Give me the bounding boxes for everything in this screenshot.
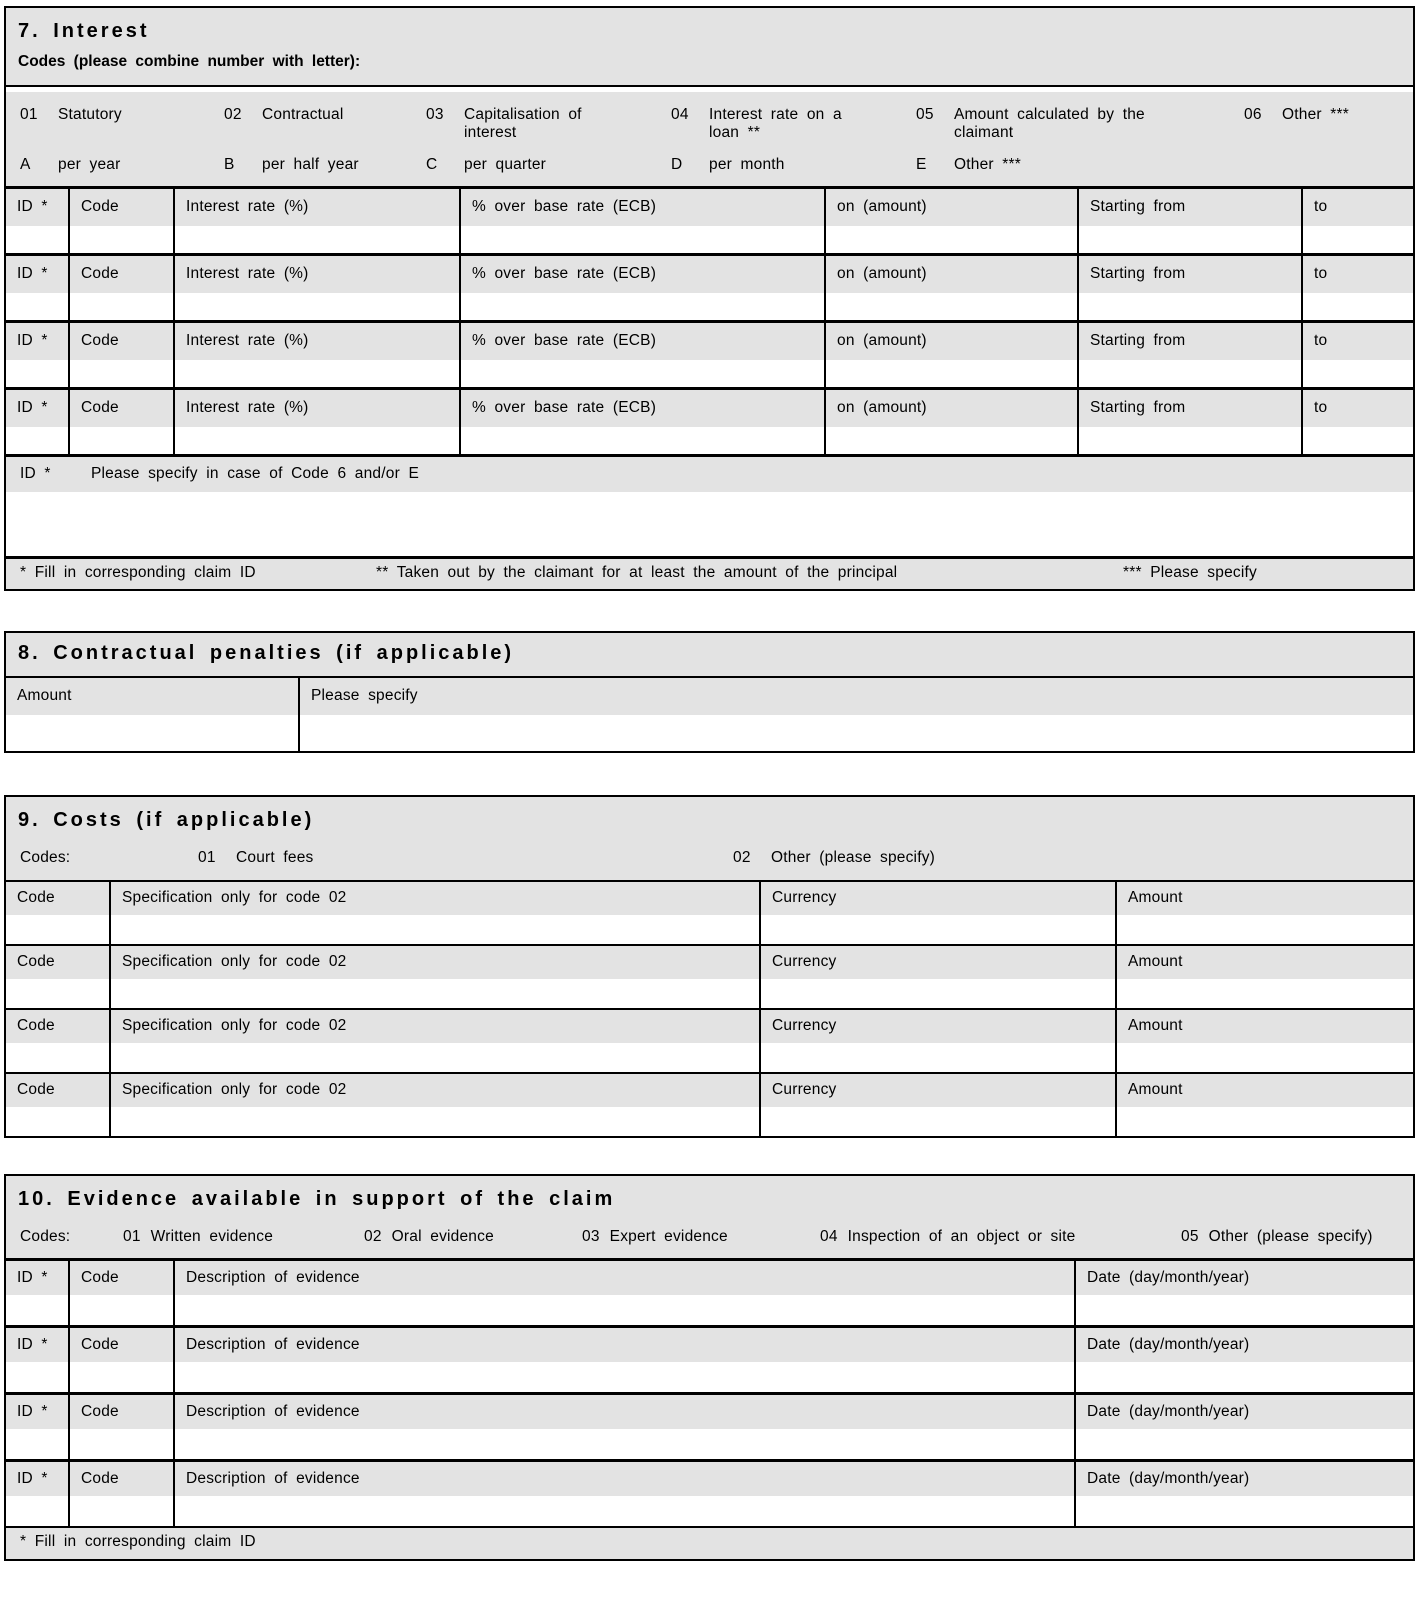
letter-codes-row bbox=[20, 156, 1413, 174]
id-input[interactable] bbox=[6, 1362, 68, 1392]
col-id bbox=[6, 323, 68, 387]
description-input[interactable] bbox=[175, 1362, 1074, 1392]
col-code bbox=[68, 256, 173, 320]
section-10-codes bbox=[18, 1228, 1401, 1246]
costs-row-4 bbox=[6, 1072, 1413, 1136]
code-02-oral-evidence bbox=[364, 1228, 582, 1246]
code-d-per-month bbox=[671, 156, 916, 174]
interest-row-1 bbox=[6, 186, 1413, 253]
currency-header: Currency bbox=[761, 946, 1115, 979]
to-input[interactable] bbox=[1303, 360, 1413, 387]
date-header: Date (day/month/year) bbox=[1076, 1328, 1413, 1362]
id-input[interactable] bbox=[6, 1496, 68, 1526]
code-input[interactable] bbox=[6, 915, 109, 944]
col-to bbox=[1301, 189, 1413, 253]
amount-input[interactable] bbox=[1117, 1043, 1413, 1072]
code-input[interactable] bbox=[70, 1362, 173, 1392]
col-description bbox=[173, 1462, 1074, 1526]
codes-label: Codes: bbox=[20, 1228, 71, 1245]
section-7-codes bbox=[6, 92, 1413, 186]
col-code bbox=[68, 1261, 173, 1325]
col-to bbox=[1301, 256, 1413, 320]
to-header: to bbox=[1303, 256, 1413, 293]
col-starting-from bbox=[1077, 256, 1301, 320]
code-label: Other (please specify) bbox=[771, 849, 936, 866]
col-specification bbox=[109, 1074, 759, 1136]
description-input[interactable] bbox=[175, 1496, 1074, 1526]
section-9-codes bbox=[18, 849, 1401, 867]
col-code bbox=[68, 323, 173, 387]
col-currency bbox=[759, 946, 1115, 1008]
id-input[interactable] bbox=[6, 293, 68, 320]
code-label: Contractual bbox=[262, 106, 344, 123]
code-label: per half year bbox=[262, 156, 359, 173]
code-05-amount-calculated bbox=[916, 106, 1244, 142]
col-currency bbox=[759, 1010, 1115, 1072]
col-specification bbox=[109, 1010, 759, 1072]
code-01-statutory bbox=[20, 106, 224, 124]
section-7-title: 7. Interest bbox=[18, 20, 150, 42]
id-header: ID * bbox=[6, 1462, 68, 1496]
interest-row-3 bbox=[6, 320, 1413, 387]
code-header: Code bbox=[6, 882, 109, 915]
col-code bbox=[68, 1328, 173, 1392]
section-7-subtitle: Codes (please combine number with letter): bbox=[18, 53, 361, 70]
over-base-rate-header: % over base rate (ECB) bbox=[461, 189, 824, 226]
id-header: ID * bbox=[6, 1395, 68, 1429]
section-9-header bbox=[6, 797, 1413, 880]
code-number: 05 bbox=[1181, 1228, 1199, 1245]
col-interest-rate bbox=[173, 390, 459, 454]
col-to bbox=[1301, 390, 1413, 454]
currency-header: Currency bbox=[761, 882, 1115, 915]
col-id bbox=[6, 256, 68, 320]
col-amount bbox=[1115, 946, 1413, 1008]
starting-from-header: Starting from bbox=[1079, 390, 1301, 427]
code-number: 01 bbox=[123, 1228, 141, 1245]
footnote-claim-id: * Fill in corresponding claim ID bbox=[20, 1533, 256, 1550]
interest-rate-header: Interest rate (%) bbox=[175, 390, 459, 427]
code-label: Written evidence bbox=[150, 1228, 274, 1245]
footnote-claim-id: * Fill in corresponding claim ID bbox=[20, 564, 256, 581]
col-id bbox=[6, 1462, 68, 1526]
code-input[interactable] bbox=[6, 1107, 109, 1136]
to-input[interactable] bbox=[1303, 293, 1413, 320]
interest-rate-header: Interest rate (%) bbox=[175, 189, 459, 226]
number-codes-row bbox=[20, 106, 1413, 142]
code-a-per-year bbox=[20, 156, 224, 174]
id-input[interactable] bbox=[6, 1429, 68, 1459]
section-9-costs bbox=[4, 795, 1415, 1138]
col-code bbox=[6, 1010, 109, 1072]
col-over-base-rate bbox=[459, 256, 824, 320]
col-description bbox=[173, 1395, 1074, 1459]
code-input[interactable] bbox=[6, 1043, 109, 1072]
code-input[interactable] bbox=[70, 427, 173, 454]
over-base-rate-header: % over base rate (ECB) bbox=[461, 390, 824, 427]
starting-from-input[interactable] bbox=[1079, 360, 1301, 387]
section-10-title: 10. Evidence available in support of the claim bbox=[18, 1188, 616, 1210]
code-header: Code bbox=[70, 1261, 173, 1295]
code-number: 01 bbox=[20, 106, 38, 123]
col-over-base-rate bbox=[459, 189, 824, 253]
evidence-row-1 bbox=[6, 1258, 1413, 1325]
col-description bbox=[173, 1261, 1074, 1325]
please-specify-header: Please specify bbox=[300, 678, 1413, 715]
footnote-taken-out: ** Taken out by the claimant for at least the amount of the principal bbox=[376, 564, 898, 581]
penalties-row bbox=[6, 678, 1413, 751]
col-interest-rate bbox=[173, 189, 459, 253]
specification-input[interactable] bbox=[111, 1043, 759, 1072]
amount-header: Amount bbox=[1117, 1074, 1413, 1107]
section-7-header bbox=[6, 8, 1413, 87]
on-amount-header: on (amount) bbox=[826, 323, 1077, 360]
description-header: Description of evidence bbox=[175, 1328, 1074, 1362]
code-label: Amount calculated by the claimant bbox=[954, 106, 1145, 141]
col-on-amount bbox=[824, 189, 1077, 253]
code-01-written-evidence bbox=[123, 1228, 364, 1246]
id-header: ID * bbox=[6, 1328, 68, 1362]
over-base-rate-input[interactable] bbox=[461, 360, 824, 387]
col-currency bbox=[759, 882, 1115, 944]
starting-from-input[interactable] bbox=[1079, 226, 1301, 253]
code-header: Code bbox=[6, 946, 109, 979]
amount-header: Amount bbox=[1117, 946, 1413, 979]
code-label: Inspection of an object or site bbox=[847, 1228, 1076, 1245]
interest-rate-header: Interest rate (%) bbox=[175, 323, 459, 360]
amount-input[interactable] bbox=[1117, 915, 1413, 944]
currency-input[interactable] bbox=[761, 1043, 1115, 1072]
col-interest-rate bbox=[173, 256, 459, 320]
please-specify-input[interactable] bbox=[300, 715, 1413, 751]
date-input[interactable] bbox=[1076, 1496, 1413, 1526]
code-label: Other *** bbox=[954, 156, 1021, 173]
interest-row-4 bbox=[6, 387, 1413, 454]
starting-from-header: Starting from bbox=[1079, 256, 1301, 293]
id-header: ID * bbox=[6, 390, 68, 427]
col-amount bbox=[1115, 1074, 1413, 1136]
code-number: D bbox=[671, 156, 683, 173]
code-b-per-half-year bbox=[224, 156, 426, 174]
col-over-base-rate bbox=[459, 323, 824, 387]
col-date bbox=[1074, 1395, 1413, 1459]
col-code bbox=[68, 390, 173, 454]
col-code bbox=[68, 189, 173, 253]
code-header: Code bbox=[70, 323, 173, 360]
over-base-rate-input[interactable] bbox=[461, 427, 824, 454]
code-number: 05 bbox=[916, 106, 934, 123]
code-header: Code bbox=[70, 1328, 173, 1362]
costs-row-2 bbox=[6, 944, 1413, 1008]
code-label: per month bbox=[709, 156, 785, 173]
on-amount-header: on (amount) bbox=[826, 390, 1077, 427]
interest-rate-header: Interest rate (%) bbox=[175, 256, 459, 293]
col-on-amount bbox=[824, 323, 1077, 387]
code-number: 01 bbox=[198, 849, 216, 866]
col-id bbox=[6, 1328, 68, 1392]
col-starting-from bbox=[1077, 189, 1301, 253]
col-id bbox=[6, 189, 68, 253]
interest-rate-input[interactable] bbox=[175, 226, 459, 253]
id-input[interactable] bbox=[6, 1295, 68, 1325]
specification-header: Specification only for code 02 bbox=[111, 1074, 759, 1107]
code-label: Statutory bbox=[58, 106, 122, 123]
col-id bbox=[6, 1395, 68, 1459]
on-amount-input[interactable] bbox=[826, 293, 1077, 320]
code-number: B bbox=[224, 156, 235, 173]
col-starting-from bbox=[1077, 323, 1301, 387]
col-to bbox=[1301, 323, 1413, 387]
amount-input[interactable] bbox=[1117, 979, 1413, 1008]
code-label: Court fees bbox=[236, 849, 314, 866]
code-number: 06 bbox=[1244, 106, 1262, 123]
code-04-interest-rate-loan bbox=[671, 106, 916, 142]
specify-id-label: ID * bbox=[20, 465, 51, 482]
code-header: Code bbox=[70, 390, 173, 427]
specify-code6-header bbox=[6, 457, 1413, 492]
evidence-row-3 bbox=[6, 1392, 1413, 1459]
code-02-other bbox=[733, 849, 935, 867]
specification-input[interactable] bbox=[111, 915, 759, 944]
on-amount-input[interactable] bbox=[826, 360, 1077, 387]
on-amount-input[interactable] bbox=[826, 427, 1077, 454]
code-number: 04 bbox=[820, 1228, 838, 1245]
code-label: Other (please specify) bbox=[1208, 1228, 1373, 1245]
col-interest-rate bbox=[173, 323, 459, 387]
date-input[interactable] bbox=[1076, 1429, 1413, 1459]
code-input[interactable] bbox=[70, 1429, 173, 1459]
specification-input[interactable] bbox=[111, 1107, 759, 1136]
footnote-please-specify: *** Please specify bbox=[1123, 564, 1257, 581]
code-label: Interest rate on a loan ** bbox=[709, 106, 842, 141]
specify-label: Please specify in case of Code 6 and/or E bbox=[91, 465, 419, 482]
codes-label: Codes: bbox=[20, 849, 71, 866]
col-amount bbox=[1115, 1010, 1413, 1072]
to-header: to bbox=[1303, 390, 1413, 427]
id-header: ID * bbox=[6, 323, 68, 360]
currency-input[interactable] bbox=[761, 915, 1115, 944]
date-header: Date (day/month/year) bbox=[1076, 1261, 1413, 1295]
col-specification bbox=[109, 946, 759, 1008]
code-label: Oral evidence bbox=[391, 1228, 494, 1245]
col-date bbox=[1074, 1261, 1413, 1325]
code-label: per year bbox=[58, 156, 121, 173]
starting-from-header: Starting from bbox=[1079, 189, 1301, 226]
code-01-court-fees bbox=[198, 849, 733, 867]
col-code bbox=[6, 946, 109, 1008]
date-header: Date (day/month/year) bbox=[1076, 1395, 1413, 1429]
currency-input[interactable] bbox=[761, 979, 1115, 1008]
date-header: Date (day/month/year) bbox=[1076, 1462, 1413, 1496]
section-7-footnotes bbox=[6, 556, 1413, 589]
col-on-amount bbox=[824, 256, 1077, 320]
id-header: ID * bbox=[6, 189, 68, 226]
code-04-inspection bbox=[820, 1228, 1181, 1246]
over-base-rate-input[interactable] bbox=[461, 293, 824, 320]
section-8-title: 8. Contractual penalties (if applicable) bbox=[18, 642, 515, 664]
section-8-contractual-penalties bbox=[4, 631, 1415, 753]
to-header: to bbox=[1303, 189, 1413, 226]
code-input[interactable] bbox=[70, 226, 173, 253]
code-input[interactable] bbox=[70, 1496, 173, 1526]
date-input[interactable] bbox=[1076, 1362, 1413, 1392]
code-number: 03 bbox=[426, 106, 444, 123]
section-10-evidence bbox=[4, 1174, 1415, 1561]
amount-input[interactable] bbox=[1117, 1107, 1413, 1136]
col-code bbox=[6, 882, 109, 944]
specification-header: Specification only for code 02 bbox=[111, 1010, 759, 1043]
section-8-header bbox=[6, 633, 1413, 678]
specify-input[interactable] bbox=[6, 492, 1413, 556]
code-header: Code bbox=[6, 1074, 109, 1107]
section-7-interest bbox=[4, 6, 1415, 591]
code-label: Capitalisation of interest bbox=[464, 106, 582, 141]
description-header: Description of evidence bbox=[175, 1462, 1074, 1496]
code-c-per-quarter bbox=[426, 156, 671, 174]
specification-header: Specification only for code 02 bbox=[111, 946, 759, 979]
col-code bbox=[68, 1462, 173, 1526]
id-input[interactable] bbox=[6, 427, 68, 454]
to-input[interactable] bbox=[1303, 226, 1413, 253]
col-amount bbox=[6, 678, 298, 751]
to-header: to bbox=[1303, 323, 1413, 360]
code-header: Code bbox=[70, 1462, 173, 1496]
col-starting-from bbox=[1077, 390, 1301, 454]
code-e-other bbox=[916, 156, 1244, 174]
amount-header: Amount bbox=[1117, 1010, 1413, 1043]
col-on-amount bbox=[824, 390, 1077, 454]
code-label: Expert evidence bbox=[609, 1228, 728, 1245]
costs-row-3 bbox=[6, 1008, 1413, 1072]
code-number: 04 bbox=[671, 106, 689, 123]
on-amount-header: on (amount) bbox=[826, 189, 1077, 226]
code-03-capitalisation bbox=[426, 106, 671, 142]
col-currency bbox=[759, 1074, 1115, 1136]
code-header: Code bbox=[70, 189, 173, 226]
interest-rate-input[interactable] bbox=[175, 360, 459, 387]
starting-from-input[interactable] bbox=[1079, 427, 1301, 454]
over-base-rate-header: % over base rate (ECB) bbox=[461, 256, 824, 293]
col-specification bbox=[109, 882, 759, 944]
section-10-footnote bbox=[6, 1526, 1413, 1559]
over-base-rate-header: % over base rate (ECB) bbox=[461, 323, 824, 360]
col-over-base-rate bbox=[459, 390, 824, 454]
col-please-specify bbox=[298, 678, 1413, 751]
col-date bbox=[1074, 1328, 1413, 1392]
starting-from-header: Starting from bbox=[1079, 323, 1301, 360]
code-input[interactable] bbox=[70, 360, 173, 387]
code-header: Code bbox=[70, 1395, 173, 1429]
id-input[interactable] bbox=[6, 360, 68, 387]
col-description bbox=[173, 1328, 1074, 1392]
code-number: C bbox=[426, 156, 438, 173]
evidence-row-2 bbox=[6, 1325, 1413, 1392]
code-number: 03 bbox=[582, 1228, 600, 1245]
on-amount-input[interactable] bbox=[826, 226, 1077, 253]
on-amount-header: on (amount) bbox=[826, 256, 1077, 293]
interest-row-2 bbox=[6, 253, 1413, 320]
col-code bbox=[68, 1395, 173, 1459]
code-03-expert-evidence bbox=[582, 1228, 820, 1246]
costs-row-1 bbox=[6, 880, 1413, 944]
currency-input[interactable] bbox=[761, 1107, 1115, 1136]
code-label: Other *** bbox=[1282, 106, 1349, 123]
evidence-row-4 bbox=[6, 1459, 1413, 1526]
starting-from-input[interactable] bbox=[1079, 293, 1301, 320]
code-input[interactable] bbox=[70, 1295, 173, 1325]
over-base-rate-input[interactable] bbox=[461, 226, 824, 253]
section-9-title: 9. Costs (if applicable) bbox=[18, 809, 315, 831]
description-header: Description of evidence bbox=[175, 1261, 1074, 1295]
interest-rate-input[interactable] bbox=[175, 293, 459, 320]
code-header: Code bbox=[6, 1010, 109, 1043]
code-number: E bbox=[916, 156, 927, 173]
currency-header: Currency bbox=[761, 1074, 1115, 1107]
code-input[interactable] bbox=[70, 293, 173, 320]
section-10-header bbox=[6, 1176, 1413, 1258]
amount-header: Amount bbox=[6, 678, 298, 715]
code-number: 02 bbox=[364, 1228, 382, 1245]
description-input[interactable] bbox=[175, 1295, 1074, 1325]
code-label: per quarter bbox=[464, 156, 547, 173]
col-code bbox=[6, 1074, 109, 1136]
description-input[interactable] bbox=[175, 1429, 1074, 1459]
amount-input[interactable] bbox=[6, 715, 298, 751]
col-id bbox=[6, 390, 68, 454]
specification-input[interactable] bbox=[111, 979, 759, 1008]
specify-code6-row bbox=[6, 454, 1413, 556]
interest-rate-input[interactable] bbox=[175, 427, 459, 454]
specification-header: Specification only for code 02 bbox=[111, 882, 759, 915]
col-date bbox=[1074, 1462, 1413, 1526]
code-header: Code bbox=[70, 256, 173, 293]
to-input[interactable] bbox=[1303, 427, 1413, 454]
code-number: 02 bbox=[224, 106, 242, 123]
code-05-other bbox=[1181, 1228, 1373, 1246]
code-02-contractual bbox=[224, 106, 426, 124]
id-header: ID * bbox=[6, 1261, 68, 1295]
code-input[interactable] bbox=[6, 979, 109, 1008]
col-id bbox=[6, 1261, 68, 1325]
currency-header: Currency bbox=[761, 1010, 1115, 1043]
description-header: Description of evidence bbox=[175, 1395, 1074, 1429]
code-number: 02 bbox=[733, 849, 751, 866]
col-amount bbox=[1115, 882, 1413, 944]
id-header: ID * bbox=[6, 256, 68, 293]
code-number: A bbox=[20, 156, 31, 173]
id-input[interactable] bbox=[6, 226, 68, 253]
date-input[interactable] bbox=[1076, 1295, 1413, 1325]
amount-header: Amount bbox=[1117, 882, 1413, 915]
code-06-other bbox=[1244, 106, 1349, 124]
